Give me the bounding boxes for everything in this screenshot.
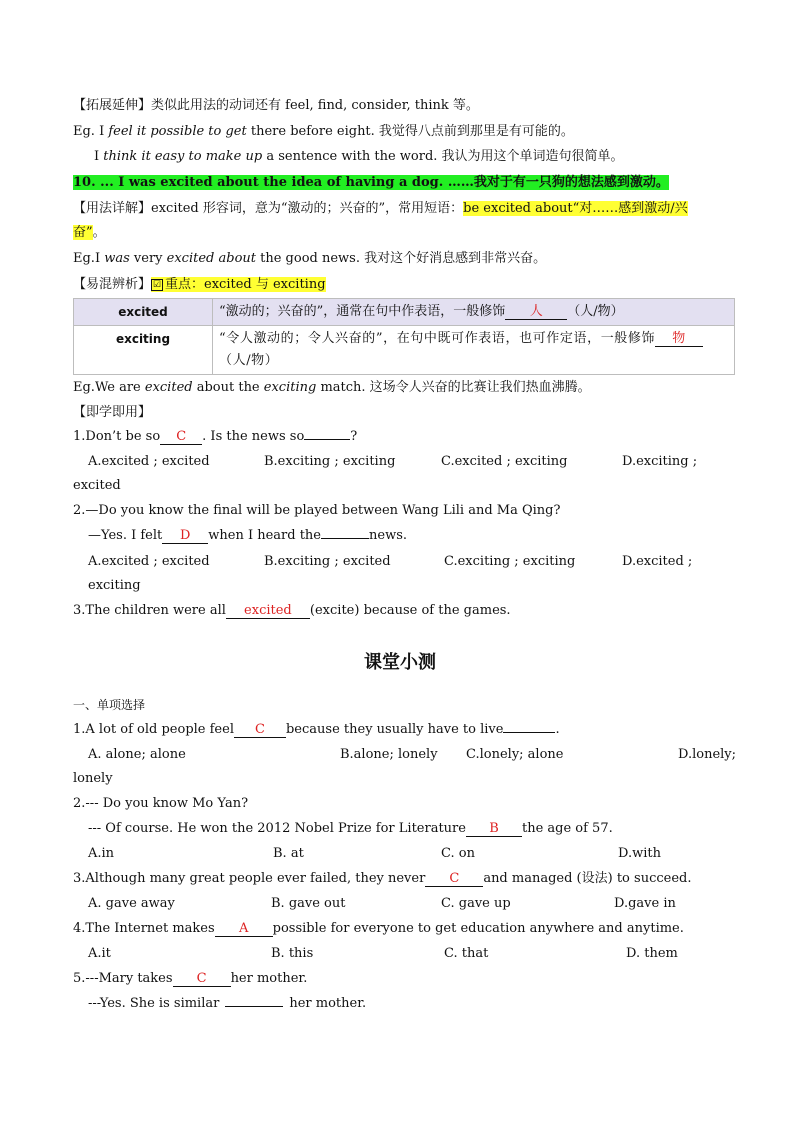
option-a: A.excited ; excited: [88, 554, 210, 569]
example-2: [94, 148, 624, 166]
example-4: [73, 379, 591, 397]
empty-blank: [225, 1006, 283, 1007]
option-b: B. at: [273, 846, 304, 861]
example-italic: think it easy to make up: [103, 149, 263, 164]
practice-tag: 【即学即用】: [73, 405, 152, 420]
example-suffix: a sentence with the word. 我认为用这个单词造句很简单。: [262, 149, 624, 164]
question-text: .: [555, 722, 560, 737]
option-a: A. gave away: [88, 896, 175, 911]
confuse-highlight: 重点：excited 与 exciting: [165, 277, 326, 292]
question-text: . Is the news so: [202, 429, 305, 444]
answer-blank: B: [466, 822, 522, 837]
answer-blank: excited: [226, 604, 310, 619]
example-suffix: match. 这场令人兴奋的比赛让我们热血沸腾。: [316, 380, 591, 395]
question-text: --- Of course. He won the 2012 Nobel Prize for Literature: [88, 821, 466, 836]
question-text: 3.Although many great people ever failed, they never: [73, 871, 426, 886]
example-mid: very: [129, 251, 167, 266]
empty-blank: [304, 439, 350, 440]
option-d-wrap: excited: [73, 478, 121, 493]
option-d: D.with: [618, 846, 661, 861]
example-italic: exciting: [263, 380, 317, 395]
answer-blank: 物: [655, 332, 703, 347]
example-prefix: I: [94, 149, 104, 164]
example-1: [73, 123, 574, 141]
option-a: A.it: [88, 946, 111, 961]
example-italic: feel it possible to get: [108, 124, 247, 139]
desc-tail: （人/物）: [567, 304, 624, 319]
practice-question-2: 2.—Do you know the final will be played between Wang Lili and Ma Qing?: [73, 503, 561, 518]
answer-blank: A: [215, 922, 273, 937]
quiz-question-2-answer: [88, 820, 613, 838]
quiz-question-5-reply: [88, 995, 366, 1013]
option-a: A.in: [88, 846, 115, 861]
option-d: D. them: [626, 946, 678, 961]
answer-blank: C: [160, 430, 202, 445]
item-10: [73, 174, 669, 192]
option-b: B.alone; lonely: [340, 747, 438, 762]
example-italic: was: [104, 251, 130, 266]
quiz-question-3: [73, 870, 691, 888]
option-b: B. this: [271, 946, 314, 961]
option-d-wrap: lonely: [73, 771, 113, 786]
question-text: her mother.: [289, 996, 367, 1011]
usage-end: 。: [92, 225, 106, 240]
option-d: D.lonely;: [678, 747, 737, 762]
option-b: B.exciting ; exciting: [264, 454, 396, 469]
example-prefix: Eg. I: [73, 124, 109, 139]
desc-text: “激动的；兴奋的”，通常在句中作表语，一般修饰: [219, 304, 506, 319]
question-text: ?: [350, 429, 358, 444]
question-text: 1.A lot of old people feel: [73, 722, 234, 737]
table-row: [74, 326, 735, 375]
part-heading: 一、单项选择: [73, 698, 146, 712]
comparison-table: [73, 298, 735, 375]
question-text: (excite) because of the games.: [309, 603, 511, 618]
question-text: because they usually have to live: [285, 722, 504, 737]
quiz-question-2: 2.--- Do you know Mo Yan?: [73, 796, 249, 811]
usage-text: excited 形容词，意为“激动的；兴奋的”，常用短语：: [151, 201, 464, 216]
option-c: C.excited ; exciting: [441, 454, 568, 469]
option-a: A. alone; alone: [88, 747, 186, 762]
option-d-wrap: exciting: [88, 578, 141, 593]
question-text: news.: [369, 528, 407, 543]
example-suffix: there before eight. 我觉得八点前到那里是有可能的。: [246, 124, 574, 139]
confuse-tag: 【易混辨析】: [73, 277, 152, 292]
section-title: 课堂小测: [364, 652, 436, 673]
example-mid: about the: [192, 380, 264, 395]
option-b: B.exciting ; excited: [264, 554, 391, 569]
practice-question-1: [73, 428, 357, 446]
question-text: ---Yes. She is similar: [88, 996, 220, 1011]
answer-blank: C: [234, 723, 286, 738]
example-suffix: the good news. 我对这个好消息感到非常兴奋。: [256, 251, 547, 266]
question-text: 4.The Internet makes: [73, 921, 215, 936]
table-word: excited: [74, 299, 213, 326]
example-3: [73, 250, 546, 268]
option-c: C. gave up: [441, 896, 511, 911]
confuse-line: [73, 276, 326, 294]
table-row: [74, 299, 735, 326]
option-d: D.gave in: [614, 896, 676, 911]
empty-blank: [321, 538, 369, 539]
answer-blank: 人: [505, 305, 567, 320]
answer-blank: C: [173, 972, 231, 987]
option-c: C.lonely; alone: [466, 747, 564, 762]
empty-blank: [503, 732, 555, 733]
option-c: C. on: [441, 846, 475, 861]
option-a: A.excited ; excited: [88, 454, 210, 469]
question-text: —Yes. I felt: [88, 528, 163, 543]
extension-tag: 【拓展延伸】: [73, 98, 152, 113]
example-prefix: Eg.I: [73, 251, 105, 266]
usage-phrase-highlight: be excited about“对……感到激动/兴: [463, 201, 688, 216]
table-word: exciting: [74, 326, 213, 375]
question-text: when I heard the: [208, 528, 321, 543]
usage-line: [73, 200, 688, 218]
question-text: 3.The children were all: [73, 603, 226, 618]
practice-question-2-answer: [88, 527, 407, 545]
table-desc: [213, 326, 735, 375]
option-d: D.excited ;: [622, 554, 693, 569]
example-prefix: Eg.We are: [73, 380, 145, 395]
question-text: her mother.: [230, 971, 308, 986]
extension-text: 类似此用法的动词还有 feel, find, consider, think 等。: [151, 98, 479, 113]
desc-tail: （人/物）: [219, 353, 279, 368]
quiz-question-4: [73, 920, 684, 938]
quiz-question-1: [73, 721, 560, 739]
example-italic: excited: [144, 380, 193, 395]
question-text: the age of 57.: [521, 821, 613, 836]
question-text: and managed (设法) to succeed.: [483, 871, 692, 886]
usage-line-2: [73, 224, 106, 242]
practice-question-3: [73, 602, 511, 620]
answer-blank: D: [162, 529, 208, 544]
item-10-highlight: 10. ... I was excited about the idea of having a dog. ……我对于有一只狗的想法感到激动。: [73, 175, 669, 190]
usage-tag: 【用法详解】: [73, 201, 152, 216]
option-b: B. gave out: [271, 896, 346, 911]
example-italic: excited about: [166, 251, 256, 266]
table-desc: [213, 299, 735, 326]
quiz-question-5: [73, 970, 307, 988]
answer-blank: C: [425, 872, 483, 887]
desc-text: “令人激动的；令人兴奋的”，在句中既可作表语，也可作定语，一般修饰: [219, 331, 656, 346]
option-d: D.exciting ;: [622, 454, 698, 469]
extension-line: [73, 97, 479, 115]
option-c: C.exciting ; exciting: [444, 554, 576, 569]
question-text: 1.Don’t be so: [73, 429, 161, 444]
question-text: 5.---Mary takes: [73, 971, 173, 986]
question-text: possible for everyone to get education anywhere and anytime.: [272, 921, 684, 936]
option-c: C. that: [444, 946, 489, 961]
checkbox-icon: ☑: [152, 279, 162, 290]
usage-phrase-highlight-cont: 奋”: [73, 225, 93, 240]
